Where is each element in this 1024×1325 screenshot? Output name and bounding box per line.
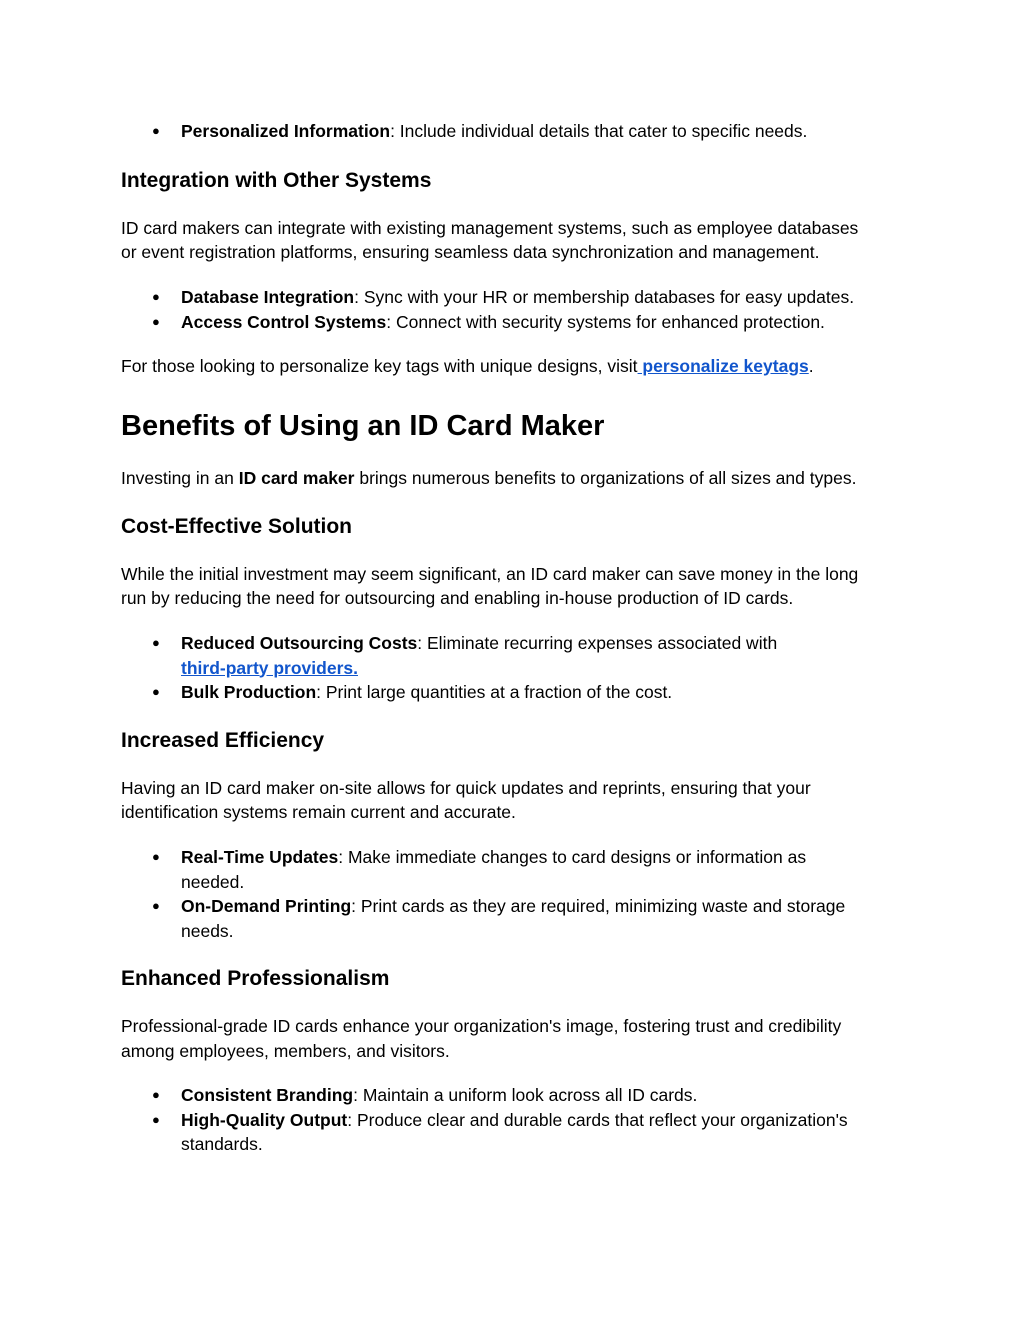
list-item [121, 680, 911, 705]
list-item-desc: : Make immediate changes to card designs or information as [338, 847, 807, 867]
list-item-desc-continued: needs. [181, 920, 234, 941]
list-item-desc-continued: needed. [181, 871, 245, 892]
bullet-icon: ● [152, 1087, 160, 1102]
list-item-desc: : Connect with security systems for enhanced protection. [386, 311, 825, 332]
list-item [121, 1108, 911, 1157]
list-item-term: Consistent Branding [181, 1085, 354, 1105]
keytags-paragraph [121, 354, 814, 379]
benefits-intro [121, 466, 856, 491]
bullet-icon: ● [152, 684, 160, 699]
list-item-term: Access Control Systems [181, 311, 387, 332]
efficiency-heading: Increased Efficiency [121, 729, 325, 752]
list-item [121, 631, 911, 680]
cost-paragraph-line-2: run by reducing the need for outsourcing and enabling in-house production of ID cards. [121, 588, 794, 608]
benefits-intro-bold: ID card maker [238, 468, 355, 488]
list-item [121, 1083, 911, 1108]
integration-paragraph-line-1: ID card makers can integrate with existing management systems, such as employee databases [121, 218, 859, 238]
bullet-icon: ● [152, 289, 160, 304]
bullet-icon: ● [152, 123, 160, 138]
cost-heading: Cost-Effective Solution [121, 515, 353, 538]
list-item-term: Reduced Outsourcing Costs [181, 633, 418, 653]
professionalism-heading: Enhanced Professionalism [121, 967, 390, 990]
list-item-term: Real-Time Updates [181, 847, 339, 867]
list-item-term: On-Demand Printing [181, 896, 352, 916]
benefits-heading: Benefits of Using an ID Card Maker [121, 410, 605, 442]
cost-bullet-list [121, 631, 911, 705]
list-item-term: High-Quality Output [181, 1109, 348, 1130]
list-item [121, 119, 911, 144]
efficiency-paragraph-line-1: Having an ID card maker on-site allows for quick updates and reprints, ensuring that your [121, 778, 811, 798]
integration-paragraph-line-2: or event registration platforms, ensuring seamless data synchronization and management. [121, 242, 820, 262]
third-party-providers-link[interactable]: third-party providers. [181, 657, 358, 678]
list-item [121, 285, 911, 310]
efficiency-bullet-list [121, 845, 911, 943]
list-item-term: Personalized Information [181, 121, 391, 141]
list-item-desc-continued: standards. [181, 1134, 263, 1154]
list-item-desc: : Print cards as they are required, minimizing waste and storage [351, 896, 846, 916]
bullet-icon: ● [152, 635, 160, 650]
integration-heading: Integration with Other Systems [121, 169, 432, 192]
benefits-intro-post: brings numerous benefits to organizations of all sizes and types. [354, 468, 857, 488]
list-item-desc: : Maintain a uniform look across all ID cards. [353, 1085, 698, 1105]
bullet-icon: ● [152, 898, 160, 913]
list-item-desc: : Produce clear and durable cards that reflect your organization's [347, 1109, 848, 1130]
list-item-term: Database Integration [181, 287, 355, 307]
personalize-keytags-link[interactable]: personalize keytags [637, 356, 809, 376]
list-item [121, 310, 911, 335]
list-item-desc: : Print large quantities at a fraction of the cost. [316, 682, 673, 702]
list-item [121, 894, 911, 943]
bullet-icon: ● [152, 1111, 160, 1127]
professionalism-paragraph-line-2: among employees, members, and visitors. [121, 1041, 450, 1061]
efficiency-paragraph-line-2: identification systems remain current and accurate. [121, 802, 516, 822]
intro-bullet-list [121, 119, 911, 144]
list-item-desc: : Eliminate recurring expenses associated with [417, 633, 778, 653]
bullet-icon: ● [152, 849, 160, 864]
professionalism-bullet-list [121, 1083, 911, 1157]
cost-paragraph-line-1: While the initial investment may seem significant, an ID card maker can save money in the long [121, 564, 859, 584]
professionalism-paragraph-line-1: Professional-grade ID cards enhance your organization's image, fostering trust and credibility [121, 1016, 842, 1036]
keytags-suffix: . [808, 356, 814, 376]
integration-bullet-list [121, 285, 911, 334]
list-item-desc: : Include individual details that cater to specific needs. [390, 121, 808, 141]
keytags-prefix: For those looking to personalize key tags with unique designs, visit [121, 356, 638, 376]
list-item-desc: : Sync with your HR or membership databases for easy updates. [354, 287, 855, 307]
benefits-intro-pre: Investing in an [121, 468, 239, 488]
list-item [121, 845, 911, 894]
bullet-icon: ● [152, 313, 160, 329]
list-item-term: Bulk Production [181, 682, 317, 702]
